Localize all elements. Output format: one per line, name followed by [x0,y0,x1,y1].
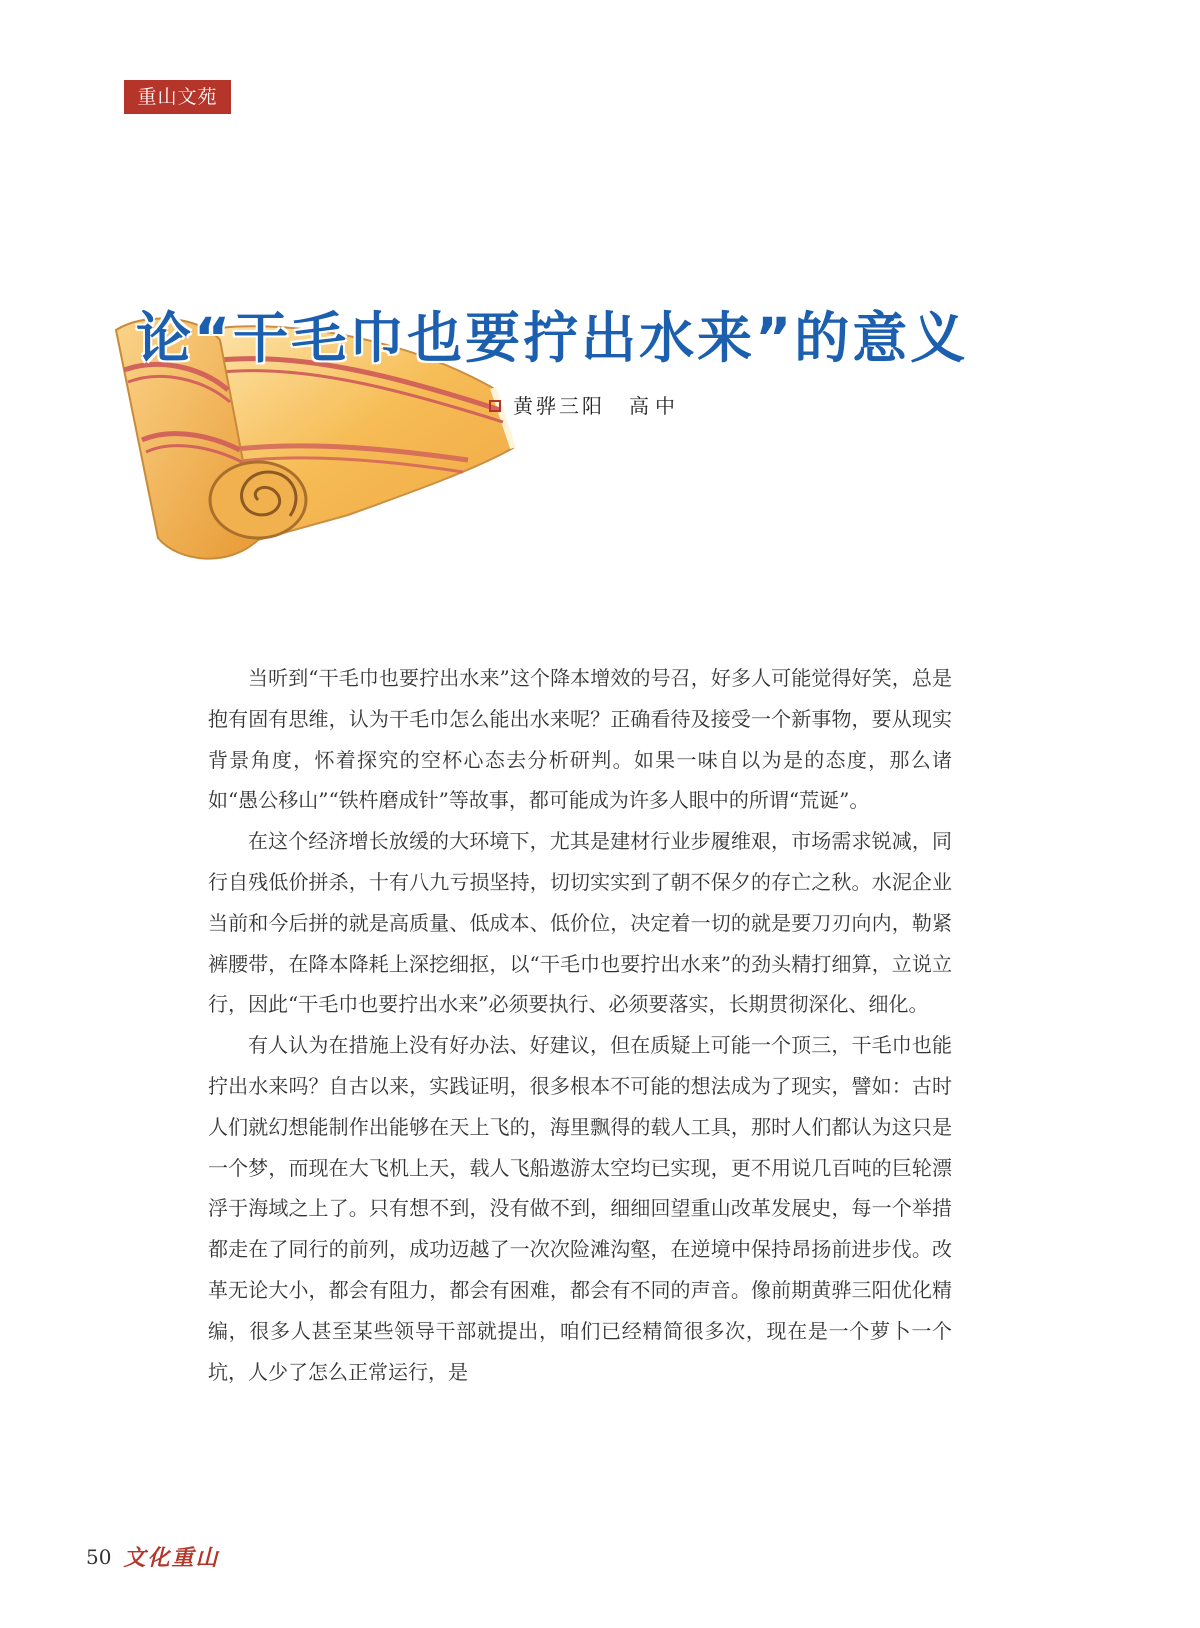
page-footer [86,1541,219,1572]
paragraph: 当听到“干毛巾也要拧出水来”这个降本增效的号召，好多人可能觉得好笑，总是抱有固有思维，认为干毛巾怎么能出水来呢？正确看待及接受一个新事物，要从现实背景角度，怀着探究的空杯心态去分析研判。如果一味自以为是的态度，那么诸如“愚公移山”“铁杵磨成针”等故事，都可能成为许多人眼中的所谓“荒诞”。 [208,666,952,813]
article-body [208,658,952,1392]
page-number: 50 [86,1544,112,1569]
paragraph: 有人认为在措施上没有好办法、好建议，但在质疑上可能一个顶三，干毛巾也能拧出水来吗？自古以来，实践证明，很多根本不可能的想法成为了现实，譬如：古时人们就幻想能制作出能够在天上飞的，海里飘得的载人工具，那时人们都认为这只是一个梦，而现在大飞机上天，载人飞船遨游太空均已实现，更不用说几百吨的巨轮漂浮于海域之上了。只有想不到，没有做不到，细细回望重山改革发展史，每一个举措都走在了同行的前列，成功迈越了一次次险滩沟壑，在逆境中保持昂扬前进步伐。改革无论大小，都会有阻力，都会有困难，都会有不同的声音。像前期黄骅三阳优化精编，很多人甚至某些领导干部就提出，咱们已经精简很多次，现在是一个萝卜一个坑，人少了怎么正常运行，是 [208,1033,952,1384]
paragraph: 在这个经济增长放缓的大环境下，尤其是建材行业步履维艰，市场需求锐减，同行自残低价拼杀，十有八九亏损坚持，切切实实到了朝不保夕的存亡之秋。水泥企业当前和今后拼的就是高质量、低成本、低价位，决定着一切的就是要刀刃向内，勒紧裤腰带，在降本降耗上深挖细抠，以“干毛巾也要拧出水来”的劲头精打细算，立说立行，因此“干毛巾也要拧出水来”必须要执行、必须要落实，长期贯彻深化、细化。 [208,829,952,1017]
section-tag: 重山文苑 [124,80,231,114]
article-title: 论“干毛巾也要拧出水来”的意义 [136,306,969,370]
magazine-name: 文化重山 [123,1545,220,1571]
byline [489,392,681,420]
byline-marker-icon [489,400,501,412]
byline-author: 高中 [629,394,681,418]
byline-organization: 黄骅三阳 [513,394,605,418]
